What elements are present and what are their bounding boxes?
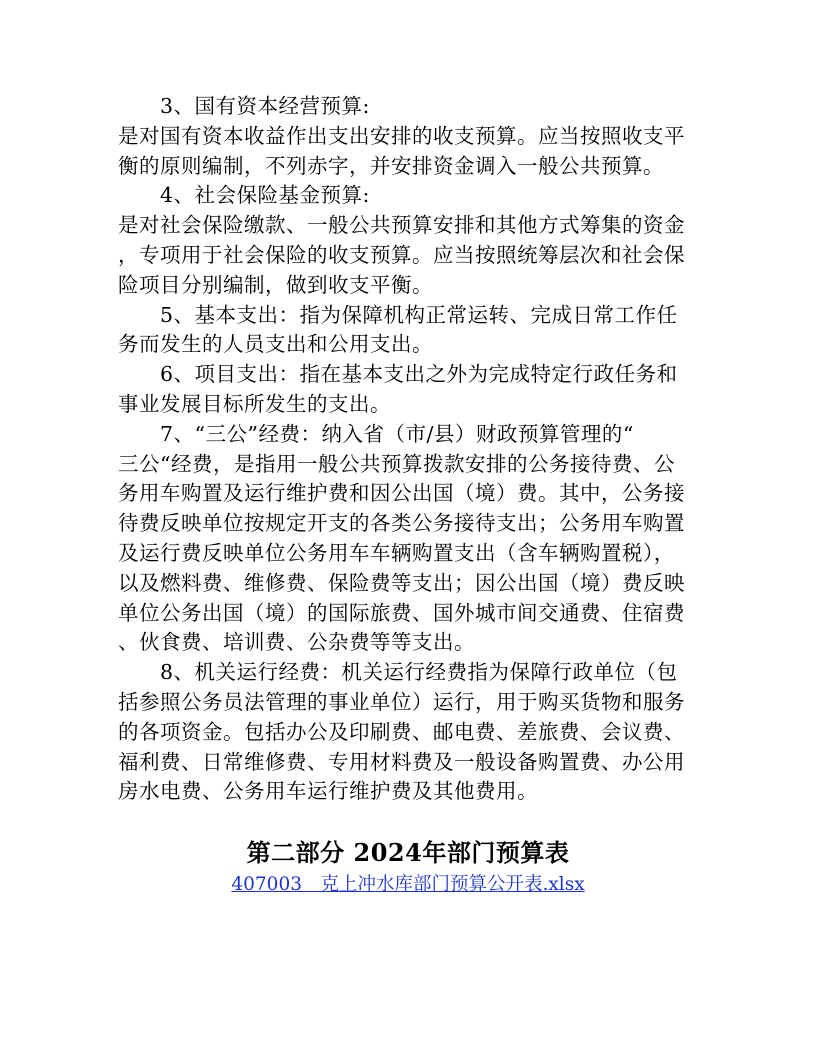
item3-line: 衡的原则编制，不列赤字，并安排资金调入一般公共预算。 [118, 153, 664, 178]
item8-line: 房水电费、公务用车运行维护费及其他费用。 [118, 779, 538, 804]
item7-line: 单位公务出国（境）的国际旅费、国外城市间交通费、住宿费 [118, 600, 685, 625]
item8-first-line: 8、机关运行经费：机关运行经费指为保障行政单位（包 [160, 660, 678, 685]
item7-line: 及运行费反映单位公务用车车辆购置支出（含车辆购置税）， [118, 540, 675, 565]
item7-line: 务用车购置及运行维护费和因公出国（境）费。其中，公务接 [118, 481, 685, 506]
part2-title: 第二部分 2024年部门预算表 [246, 838, 570, 867]
item6-first-line: 6、项目支出：指在基本支出之外为完成特定行政任务和 [160, 362, 678, 387]
item4-line: 险项目分别编制，做到收支平衡。 [118, 272, 433, 297]
item5-first-line: 5、基本支出：指为保障机构正常运转、完成日常工作任 [160, 302, 678, 327]
budget-spreadsheet-link[interactable]: 407003 克上冲水库部门预算公开表.xlsx [231, 874, 585, 895]
item7-first-line: 7、“三公”经费：纳入省（市/县）财政预算管理的“ [160, 421, 634, 446]
item5-line: 务而发生的人员支出和公用支出。 [118, 332, 433, 357]
file-link-container [0, 872, 816, 898]
item8-line: 福利费、日常维修费、专用材料费及一般设备购置费、办公用 [118, 749, 685, 774]
item4-line: ，专项用于社会保险的收支预算。应当按照统筹层次和社会保 [118, 242, 685, 267]
item4-line: 是对社会保险缴款、一般公共预算安排和其他方式筹集的资金 [118, 213, 685, 238]
item4-heading: 4、社会保险基金预算: [160, 183, 370, 208]
item7-line: 待费反映单位按规定开支的各类公务接待支出；公务用车购置 [118, 511, 685, 536]
item8-line: 括参照公务员法管理的事业单位）运行，用于购买货物和服务 [118, 689, 685, 714]
item8-line: 的各项资金。包括办公及印刷费、邮电费、差旅费、会议费、 [118, 719, 685, 744]
item7-line: 三公“经费，是指用一般公共预算拨款安排的公务接待费、公 [118, 451, 675, 476]
item3-line: 是对国有资本收益作出支出安排的收支预算。应当按照收支平 [118, 123, 685, 148]
item7-line: 、伙食费、培训费、公杂费等等支出。 [118, 630, 475, 655]
item7-line: 以及燃料费、维修费、保险费等支出；因公出国（境）费反映 [118, 570, 685, 595]
item3-heading: 3、国有资本经营预算: [160, 94, 370, 118]
item6-line: 事业发展目标所发生的支出。 [118, 391, 391, 416]
document-body [118, 92, 702, 807]
